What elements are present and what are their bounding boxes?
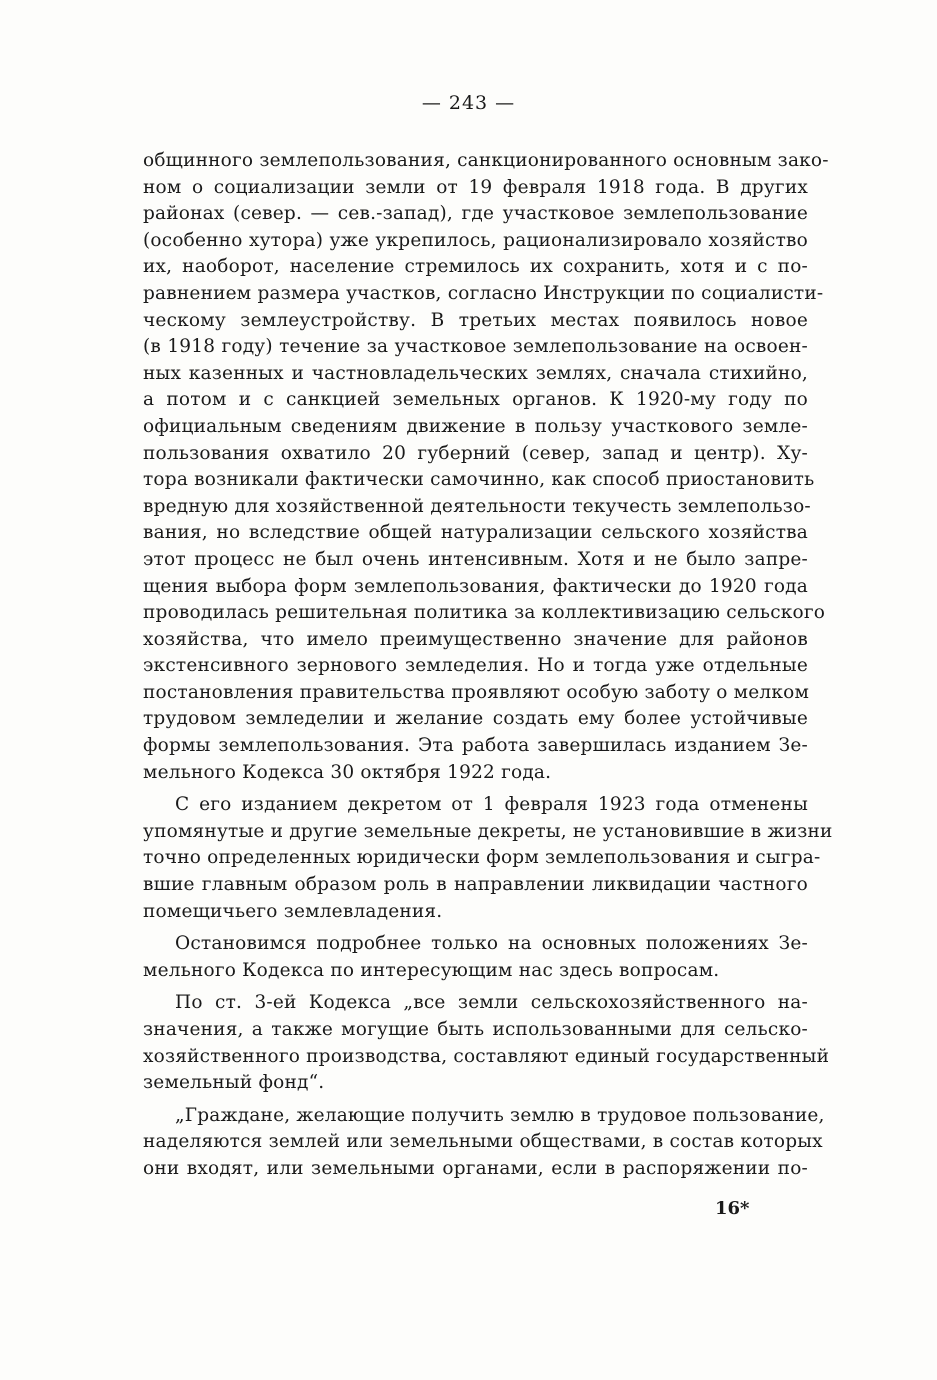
- signature-mark: 16*: [715, 1198, 750, 1219]
- text-line: точно определенных юридически форм землепользования и сыгра-: [143, 847, 821, 869]
- text-line: они входят, или земельными органами, если в распоряжении по-: [143, 1157, 808, 1179]
- text-line: ческому землеустройству. В третьих местах появилось новое: [143, 309, 808, 331]
- text-line: ном о социализации земли от 19 февраля 1918 года. В других: [143, 176, 808, 198]
- text-line: вшие главным образом роль в направлении ликвидации частного: [143, 874, 808, 896]
- text-line: их, наоборот, население стремилось их сохранить, хотя и с по-: [143, 256, 808, 278]
- text-line: равнением размера участков, согласно Инструкции по социалисти-: [143, 282, 824, 304]
- paragraph: [143, 148, 829, 786]
- text-line: помещичьего землевладения.: [143, 900, 443, 922]
- text-column: [143, 148, 833, 1183]
- paragraph: [143, 990, 830, 1096]
- text-line: (в 1918 году) течение за участковое землепользование на освоен-: [143, 336, 808, 358]
- text-line: официальным сведениям движение в пользу участкового земле-: [143, 415, 808, 437]
- text-line: По ст. 3-ей Кодекса „все земли сельскохозяйственного на-: [175, 992, 808, 1014]
- text-line: земельный фонд“.: [143, 1072, 325, 1094]
- text-line: мельного Кодекса 30 октября 1922 года.: [143, 761, 552, 783]
- page-number: — 243 —: [421, 92, 516, 114]
- text-line: проводилась решительная политика за коллективизацию сельского: [143, 602, 826, 624]
- text-line: хозяйственного производства, составляют единый государственный: [143, 1045, 830, 1067]
- text-line: „Граждане, желающие получить землю в трудовое пользование,: [175, 1104, 825, 1126]
- text-line: экстенсивного зернового земледелия. Но и тогда уже отдельные: [143, 655, 808, 677]
- text-line: С его изданием декретом от 1 февраля 1923 года отменены: [175, 794, 808, 816]
- text-line: формы землепользования. Эта работа завершилась изданием Зе-: [143, 735, 808, 757]
- text-line: (особенно хутора) уже укрепилось, рационализировало хозяйство: [143, 229, 808, 251]
- text-line: упомянутые и другие земельные декреты, не установившие в жизни: [143, 820, 833, 842]
- text-line: пользования охватило 20 губерний (север, запад и центр). Ху-: [143, 442, 808, 464]
- text-line: общинного землепользования, санкционированного основным зако-: [143, 150, 829, 171]
- text-line: вредную для хозяйственной деятельности текучесть землепользо-: [143, 495, 811, 517]
- text-line: значения, а также могущие быть использованными для сельско-: [143, 1019, 808, 1040]
- text-line: постановления правительства проявляют особую заботу о мелком: [143, 681, 810, 703]
- text-line: а потом и с санкцией земельных органов. К 1920-му году по: [143, 389, 808, 411]
- text-line: Остановимся подробнее только на основных положениях Зе-: [175, 933, 808, 955]
- paragraph: [143, 792, 833, 925]
- text-line: районах (север. — сев.-запад), где участковое землепользование: [143, 203, 808, 225]
- text-line: щения выбора форм землепользования, фактически до 1920 года: [143, 575, 808, 597]
- paragraph: [143, 1103, 825, 1183]
- paragraph: [143, 931, 808, 984]
- text-line: этот процесс не был очень интенсивным. Хотя и не было запре-: [143, 548, 808, 570]
- text-line: ных казенных и частновладельческих землях, сначала стихийно,: [143, 362, 808, 384]
- text-line: наделяются землей или земельными обществами, в состав которых: [143, 1131, 823, 1153]
- text-line: вания, но вследствие общей натурализации сельского хозяйства: [143, 522, 808, 544]
- text-line: трудовом земледелии и желание создать ему более устойчивые: [143, 708, 808, 730]
- text-line: тора возникали фактически самочинно, как способ приостановить: [143, 469, 815, 491]
- text-line: хозяйства, что имело преимущественно значение для районов: [143, 628, 808, 650]
- text-line: мельного Кодекса по интересующим нас здесь вопросам.: [143, 959, 720, 981]
